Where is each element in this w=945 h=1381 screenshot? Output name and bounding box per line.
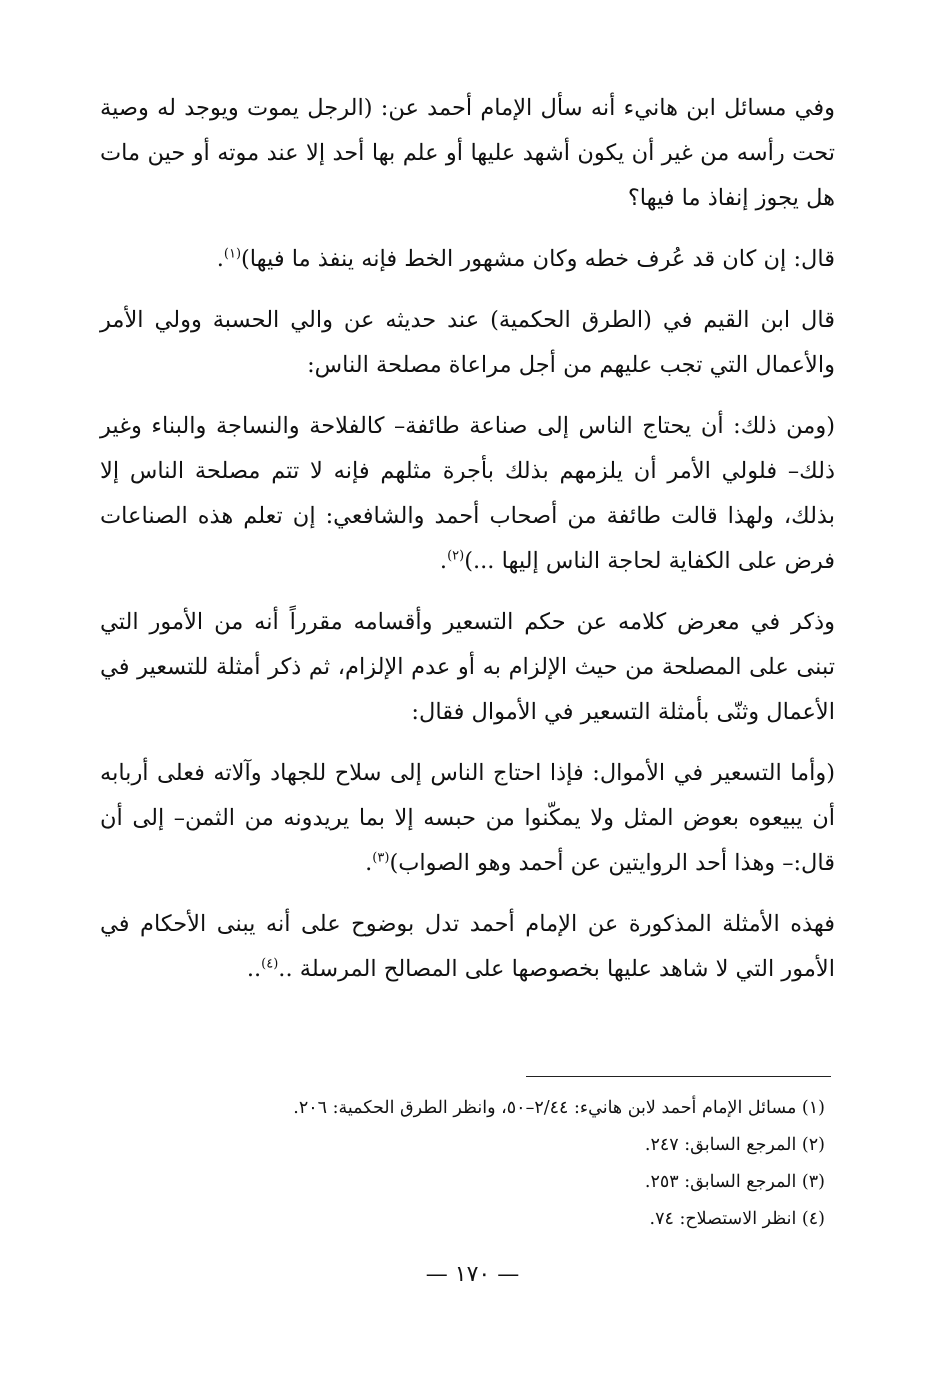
paragraph-7-end: .. bbox=[246, 956, 262, 982]
footnote-divider bbox=[526, 1076, 831, 1077]
footnote-ref-1: (١) bbox=[223, 246, 242, 262]
paragraph-1-text: وفي مسائل ابن هانيء أنه سأل الإمام أحمد عن: (الرجل يموت ويوجد له وصية تحت رأسه من غير أن يكون أشهد عليها أو علم بها أحد إلا عند موته أو حين مات هل يجوز إنفاذ ما فيها؟ bbox=[100, 95, 835, 211]
footnote-2: (٢) المرجع السابق: ٢٤٧. bbox=[644, 1135, 825, 1155]
paragraph-5-text: وذكر في معرض كلامه عن حكم التسعير وأقسامه مقرراً أنه من الأمور التي تبنى على المصلحة من حيث الإلزام به أو عدم الإلزام، ثم ذكر أمثلة للتسعير في الأعمال وثنّى بأمثلة التسعير في الأموال فقال: bbox=[100, 609, 835, 725]
paragraph-4-text: (ومن ذلك: أن يحتاج الناس إلى صناعة طائفة– كالفلاحة والنساجة والبناء وغير ذلك– فلولي الأمر أن يلزمهم بذلك بأجرة مثلهم فإنه لا تتم مصلحة الناس إلا بذلك، ولهذا قالت طائفة من أصحاب أحمد والشافعي: إن تعلم هذه الصناعات فرض على الكفاية لحاجة الناس إليها ...) bbox=[100, 413, 835, 574]
paragraph-1 bbox=[100, 86, 835, 221]
footnote-1: (١) مسائل الإمام أحمد لابن هانيء: ٢/٤٤–٥٠، وانظر الطرق الحكمية: ٢٠٦. bbox=[293, 1098, 825, 1118]
footnote-ref-2: (٢) bbox=[447, 548, 465, 564]
paragraph-7-text: فهذه الأمثلة المذكورة عن الإمام أحمد تدل بوضوح على أنه يبنى الأحكام في الأمور التي لا شاهد عليها بخصوصها على المصالح المرسلة .. bbox=[100, 911, 835, 982]
paragraph-6-end: . bbox=[365, 850, 373, 876]
paragraph-5 bbox=[100, 600, 835, 735]
main-text bbox=[100, 86, 835, 992]
paragraph-2-text: قال: إن كان قد عُرف خطه وكان مشهور الخط فإنه ينفذ ما فيها) bbox=[241, 246, 835, 272]
footnote-4: (٤) انظر الاستصلاح: ٧٤. bbox=[649, 1209, 825, 1229]
paragraph-4-end: . bbox=[439, 548, 448, 574]
paragraph-3 bbox=[100, 298, 835, 388]
footnotes bbox=[100, 1090, 825, 1238]
paragraph-3-text: قال ابن القيم في (الطرق الحكمية) عند حديثه عن والي الحسبة وولي الأمر والأعمال التي تجب عليهم من أجل مراعاة مصلحة الناس: bbox=[100, 307, 835, 378]
paragraph-7 bbox=[100, 902, 835, 992]
page-number: — ١٧٠ — bbox=[425, 1262, 520, 1287]
footnote-ref-3: (٣) bbox=[372, 850, 390, 866]
footnote-ref-4: (٤) bbox=[261, 956, 279, 972]
paragraph-4 bbox=[100, 404, 835, 584]
paragraph-2 bbox=[100, 237, 835, 282]
paragraph-2-end: . bbox=[216, 246, 224, 272]
footnote-3: (٣) المرجع السابق: ٢٥٣. bbox=[644, 1172, 825, 1192]
paragraph-6-text: (وأما التسعير في الأموال: فإذا احتاج الناس إلى سلاح للجهاد وآلاته فعلى أربابه أن يبيعوه بعوض المثل ولا يمكّنوا من حبسه إلا بما يريدونه من الثمن– إلى أن قال:– وهذا أحد الروايتين عن أحمد وهو الصواب) bbox=[100, 760, 835, 876]
paragraph-6 bbox=[100, 751, 835, 886]
